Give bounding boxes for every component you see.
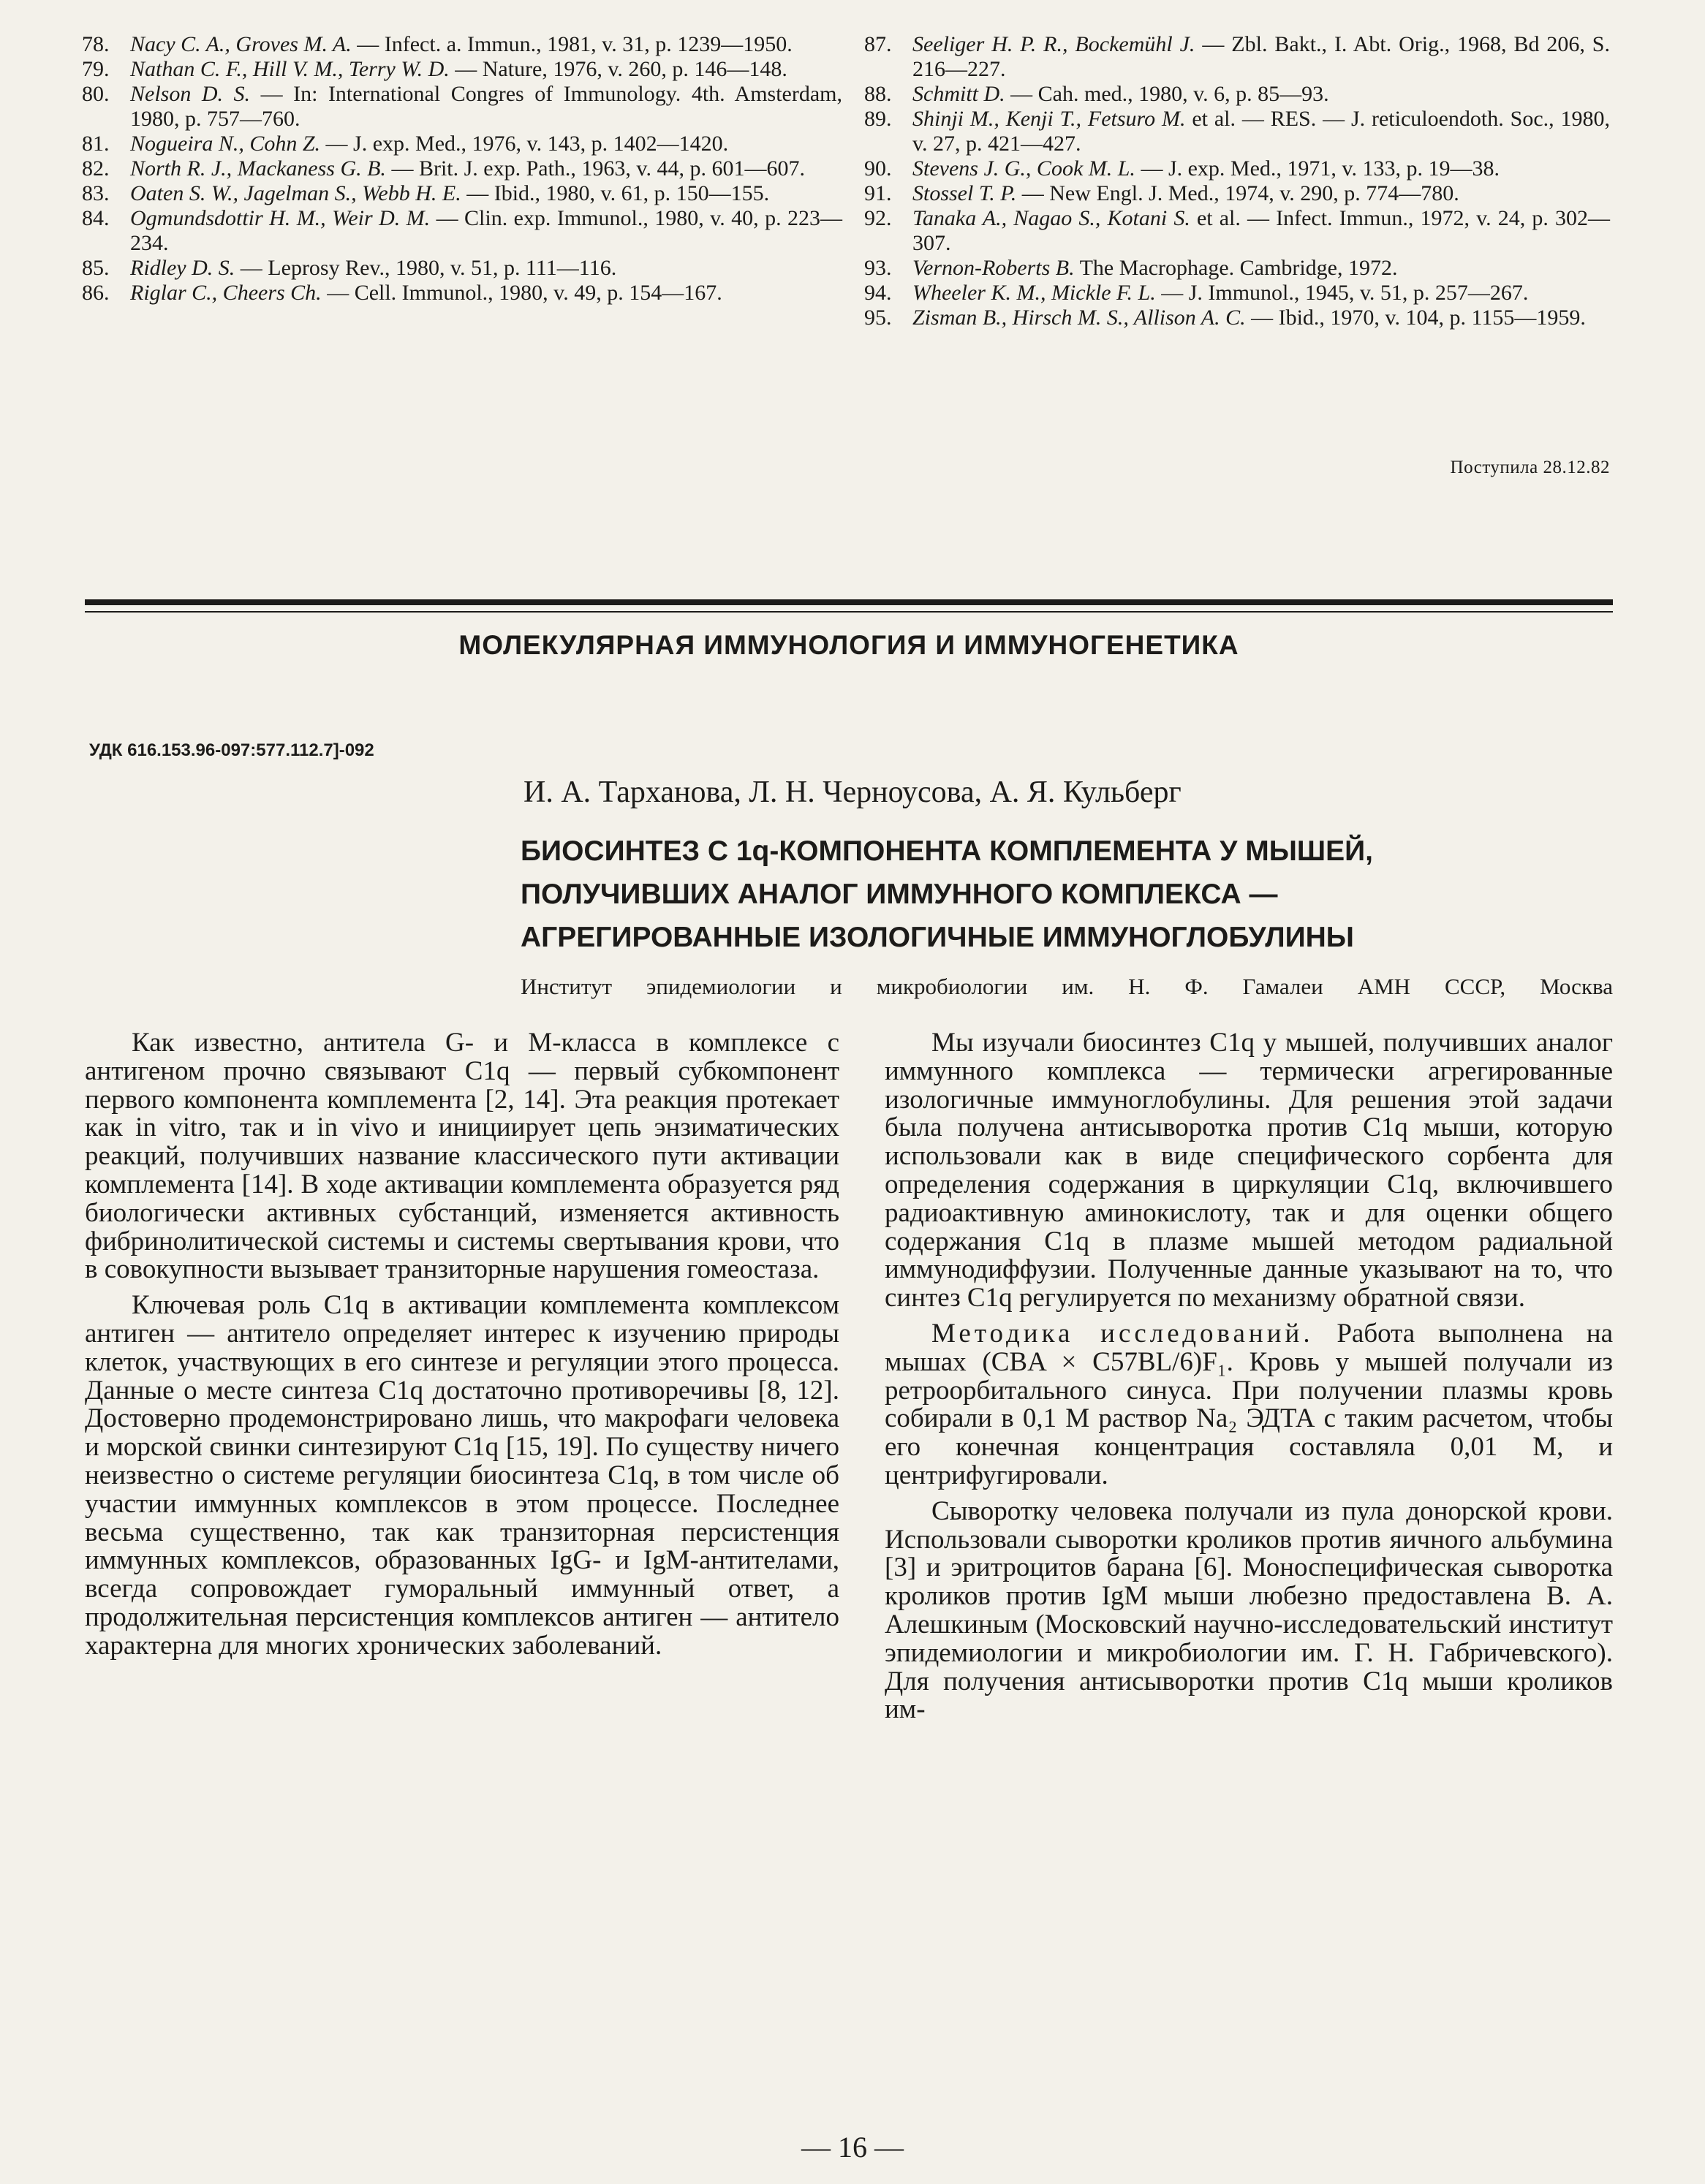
article-title-line: АГРЕГИРОВАННЫЕ ИЗОЛОГИЧНЫЕ ИММУНОГЛОБУЛИНЫ	[521, 922, 1354, 953]
received-date: Поступила 28.12.82	[1450, 458, 1610, 477]
body-column-right	[885, 1029, 1613, 1732]
article-title-line: БИОСИНТЕЗ C 1q-КОМПОНЕНТА КОМПЛЕМЕНТА У МЫШЕЙ,	[521, 835, 1373, 867]
reference-item: 83. Oaten S. W., Jagelman S., Webb H. E. — Ibid., 1980, v. 61, p. 150—155.	[82, 181, 770, 205]
reference-item: 91. Stossel T. P. — New Engl. J. Med., 1974, v. 290, p. 774—780.	[864, 181, 1459, 205]
reference-item: 88. Schmitt D. — Cah. med., 1980, v. 6, p. 85—93.	[864, 82, 1329, 106]
section-divider	[85, 599, 1613, 605]
body-column-left	[85, 1029, 839, 1668]
reference-item: 84. Ogmundsdottir H. M., Weir D. M. — Clin. exp. Immunol., 1980, v. 40, p. 223—234.	[82, 206, 843, 255]
article-authors: И. А. Тарханова, Л. Н. Черноусова, А. Я. Кульберг	[523, 776, 1182, 809]
reference-item: 79. Nathan C. F., Hill V. M., Terry W. D. — Nature, 1976, v. 260, p. 146—148.	[82, 57, 787, 81]
reference-list-right	[864, 32, 1610, 330]
reference-item: 81. Nogueira N., Cohn Z. — J. exp. Med., 1976, v. 143, p. 1402—1420.	[82, 132, 729, 156]
reference-item: 86. Riglar C., Cheers Ch. — Cell. Immunol., 1980, v. 49, p. 154—167.	[82, 281, 722, 305]
paragraph: Методика исследований. Работа выполнена на мышах (CBA × C57BL/6)F₁. Кровь у мышей получали из ретроорбитального синуса. При получении плазмы кровь собирали в 0,1 М раствор Na₂ ЭДТА с таким расчетом, чтобы его конечная концентрация составляла 0,01 М, и центрифугировали.	[885, 1318, 1613, 1490]
section-divider-thin	[85, 611, 1613, 613]
reference-item: 92. Tanaka A., Nagao S., Kotani S. et al. — Infect. Immun., 1972, v. 24, p. 302—307.	[864, 206, 1610, 255]
paragraph: Мы изучали биосинтез C1q у мышей, получивших аналог иммунного комплекса — термически агрегированные изологичные иммуноглобулины. Для решения этой задачи была получена антисыворотка против C1q мыши, которую использовали как в виде специфического сорбента для определения содержания в циркуляции C1q, включившего радиоактивную аминокислоту, так и для оценки общего содержания C1q в плазме мышей методом радиальной иммунодиффузии. Полученные данные указывают на то, что синтез C1q регулируется по механизму обратной связи.	[885, 1028, 1613, 1313]
paragraph: Сыворотку человека получали из пула донорской крови. Использовали сыворотки кроликов против яичного альбумина [3] и эритроцитов барана [6]. Моноспецифическая сыворотка кроликов против IgM мыши любезно предоставлена В. А. Алешкиным (Московский научно-исследовательский институт эпидемиологии и микробиологии им. Г. Н. Габричевского). Для получения антисыворотки против C1q мыши кроликов им-	[885, 1495, 1613, 1725]
page-number: — 16 —	[801, 2131, 904, 2164]
article-title	[521, 830, 1617, 959]
article-title-line: ПОЛУЧИВШИХ АНАЛОГ ИММУННОГО КОМПЛЕКСА —	[521, 879, 1278, 910]
reference-item: 95. Zisman B., Hirsch M. S., Allison A. C. — Ibid., 1970, v. 104, p. 1155—1959.	[864, 306, 1586, 330]
affiliation: Институт эпидемиологии и микробиологии им. Н. Ф. Гамалеи АМН СССР, Москва	[521, 974, 1613, 999]
paragraph: Как известно, антитела G- и M-класса в комплексе с антигеном прочно связывают C1q — первый субкомпонент первого компонента комплемента [2, 14]. Эта реакция протекает как in vitro, так и in vivo и инициирует цепь энзиматических реакций, получивших название классического пути активации комплемента [14]. В ходе активации комплемента образуется ряд биологически активных субстанций, изменяется активность фибринолитической системы и системы свертывания крови, что в совокупности вызывает транзиторные нарушения гомеостаза.	[85, 1028, 839, 1285]
reference-item: 82. North R. J., Mackaness G. B. — Brit. J. exp. Path., 1963, v. 44, p. 601—607.	[82, 156, 805, 181]
reference-item: 80. Nelson D. S. — In: International Congres of Immunology. 4th. Amsterdam, 1980, p. 757—760.	[82, 82, 842, 131]
reference-item: 78. Nacy C. A., Groves M. A. — Infect. a. Immun., 1981, v. 31, p. 1239—1950.	[82, 32, 793, 56]
methods-heading: Методика исследований.	[931, 1318, 1314, 1349]
reference-item: 89. Shinji M., Kenji T., Fetsuro M. et al. — RES. — J. reticuloendoth. Soc., 1980, v. 27, p. 421—427.	[864, 107, 1610, 156]
section-title: МОЛЕКУЛЯРНАЯ ИММУНОЛОГИЯ И ИММУНОГЕНЕТИКА	[458, 630, 1239, 660]
reference-item: 90. Stevens J. G., Cook M. L. — J. exp. Med., 1971, v. 133, p. 19—38.	[864, 156, 1500, 181]
reference-item: 94. Wheeler K. M., Mickle F. L. — J. Immunol., 1945, v. 51, p. 257—267.	[864, 281, 1529, 305]
reference-item: 87. Seeliger H. P. R., Bockemühl J. — Zbl. Bakt., I. Abt. Orig., 1968, Bd 206, S. 216—227.	[864, 32, 1610, 81]
reference-list-left	[82, 32, 842, 306]
reference-item: 85. Ridley D. S. — Leprosy Rev., 1980, v. 51, p. 111—116.	[82, 256, 617, 280]
paragraph: Ключевая роль C1q в активации комплемента комплексом антиген — антитело определяет интерес к изучению природы клеток, участвующих в его синтезе и регуляции этого процесса. Данные о месте синтеза C1q достаточно противоречивы [8, 12]. Достоверно продемонстрировано лишь, что макрофаги человека и морской свинки синтезируют C1q [15, 19]. По существу ничего неизвестно о системе регуляции биосинтеза C1q, в том числе об участии иммунных комплексов в этом процессе. Последнее весьма существенно, так как транзиторная персистенция иммунных комплексов, образованных IgG- и IgM-антителами, всегда сопровождает гуморальный иммунный ответ, а продолжительная персистенция комплексов антиген — антитело характерна для многих хронических заболеваний.	[85, 1290, 839, 1661]
reference-item: 93. Vernon-Roberts B. The Macrophage. Cambridge, 1972.	[864, 256, 1398, 280]
udc-code: УДК 616.153.96-097:577.112.7]-092	[89, 740, 374, 760]
